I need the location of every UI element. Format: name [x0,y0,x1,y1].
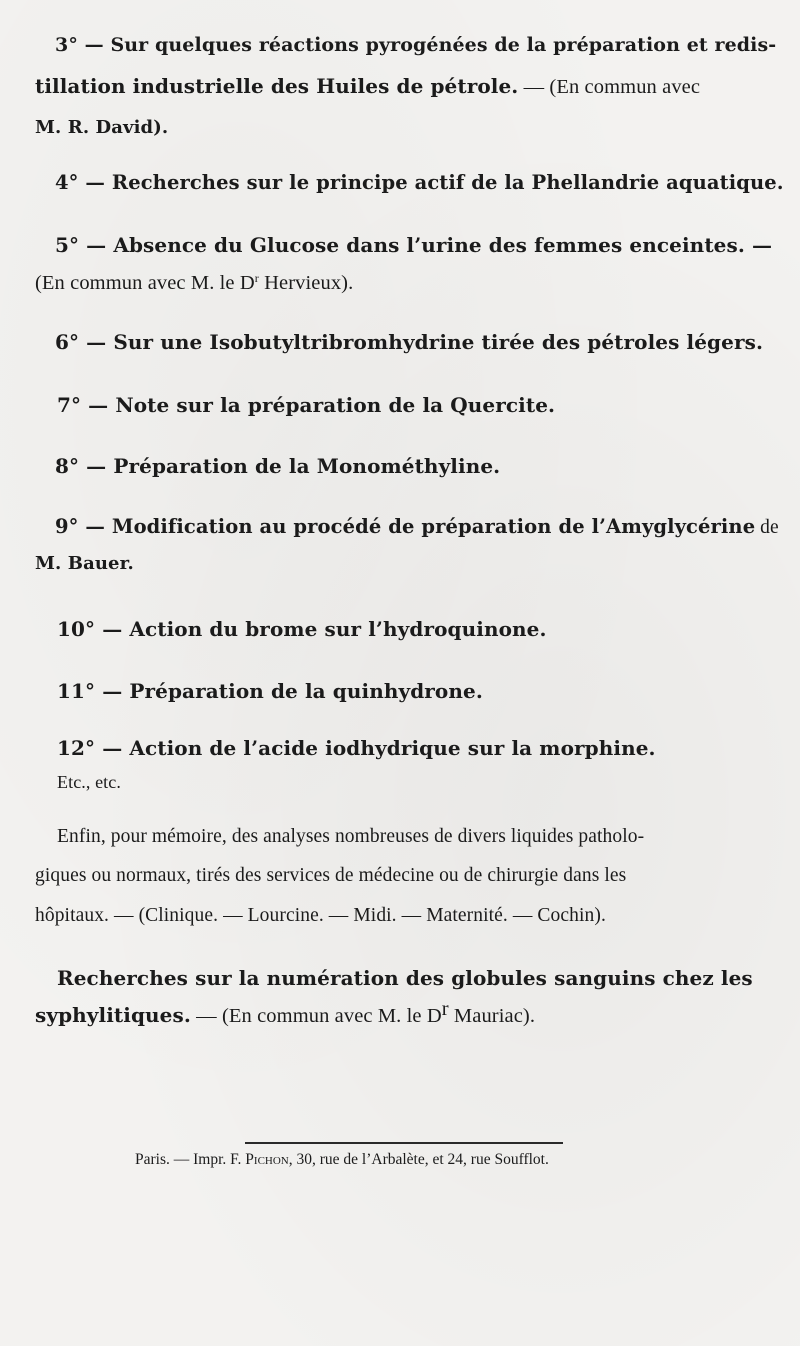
entry-5-line-1: 5° — Absence du Glucose dans l’urine des femmes enceintes. — [55,233,773,257]
enfin-line-3: hôpitaux. — (Clinique. — Lourcine. — Midi. — Maternité. — Cochin). [35,905,606,926]
entry-3-title-end: tillation industrielle des Huiles de pétrole. [35,74,519,98]
enfin-line-2: giques ou normaux, tirés des services de médecine ou de chirurgie dans les [35,865,627,886]
entry-3-line-2 [35,73,700,100]
entry-5-doctor-sup: r [254,271,259,285]
recherches-line-1: Recherches sur la numération des globules sanguins chez les [57,966,753,990]
entry-3-line-1: 3° — Sur quelques réactions pyrogénées de la préparation et redis- [55,34,777,56]
recherches-collab-end: Mauriac). [448,1005,536,1027]
entry-3-line-3: M. R. David). [35,117,169,138]
entry-5-collab-start: (En commun avec M. le D [35,272,255,294]
entry-11-line-1: 11° — Préparation de la quinhydrone. [57,679,483,703]
entry-10-line-1: 10° — Action du brome sur l’hydroquinone. [57,617,547,641]
printer-imprint [135,1151,549,1169]
entry-3-collab: — (En commun avec [518,76,701,98]
recherches-line-2 [35,998,536,1029]
entry-6-line-1: 6° — Sur une Isobutyltribromhydrine tirée des pétroles légers. [55,330,764,354]
entry-12-line-1: 12° — Action de l’acide iodhydrique sur la morphine. [57,736,656,760]
entry-5-collab-end: Hervieux). [258,272,354,294]
recherches-doctor-sup: r [441,998,449,1020]
imprint-printer-name: Pichon [245,1151,289,1168]
imprint-part-2: , 30, rue de l’Arbalète, et 24, rue Soufflot. [288,1151,549,1168]
imprint-part-1: Paris. — Impr. F. [135,1151,246,1168]
entry-5-line-2 [35,270,353,296]
entry-9-line-2: M. Bauer. [35,553,134,574]
recherches-collab-start: — (En commun avec M. le D [190,1005,442,1027]
entry-9-line-1 [55,514,779,541]
imprint-rule [245,1142,563,1144]
entry-8-line-1: 8° — Préparation de la Monométhyline. [55,454,501,478]
etc-line: Etc., etc. [57,772,121,792]
entry-4-line-1: 4° — Recherches sur le principe actif de la Phellandrie aquatique. [55,171,784,194]
entry-9-title: 9° — Modification au procédé de préparation de l’Amyglycérine [55,515,756,538]
entry-9-de: de [755,517,779,538]
entry-7-line-1: 7° — Note sur la préparation de la Quercite. [57,393,556,417]
recherches-title-end: syphylitiques. [35,1003,191,1027]
enfin-line-1: Enfin, pour mémoire, des analyses nombreuses de divers liquides patholo- [57,826,645,847]
